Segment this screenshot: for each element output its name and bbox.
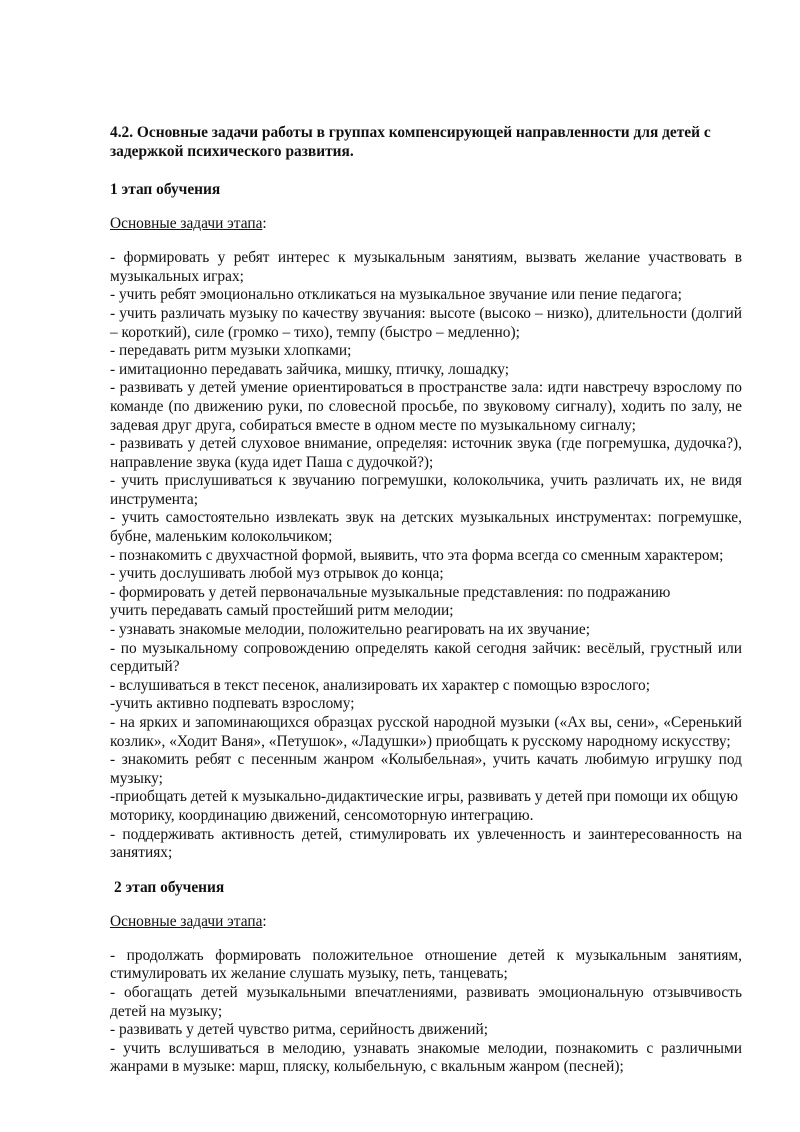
stage-1-item: - поддерживать активность детей, стимулировать их увлеченность и заинтересованность на занятиях; (110, 825, 742, 862)
stage-1-item: -учить активно подпевать взрослому; (110, 695, 355, 713)
document-page (110, 124, 742, 1077)
spacer (110, 161, 742, 181)
stage-1-title: 1 этап обучения (110, 181, 221, 199)
stage-1-item: - вслушиваться в текст песенок, анализировать их характер с помощью взрослого; (110, 676, 650, 694)
stage-2-subhead-line (110, 913, 742, 932)
stage-1-item: - учить самостоятельно извлекать звук на детских музыкальных инструментах: погремушке, бубне, маленьким колокольчиком; (110, 509, 742, 546)
stage-1-item: -приобщать детей к музыкально-дидактические игры, развивать у детей при помощи их общую моторику, координацию движений, сенсомоторную интеграцию. (110, 788, 738, 824)
stage-1-item: - учить ребят эмоционально откликаться на музыкальное звучание или пение педагога; (110, 286, 682, 304)
stage-2-item: - обогащать детей музыкальными впечатлениями, развивать эмоциональную отзывчивость детей на музыку; (110, 983, 742, 1020)
section-heading: 4.2. Основные задачи работы в группах компенсирующей направленности для детей с задержкой психического развития. (110, 124, 711, 160)
stage-1-item: - формировать у ребят интерес к музыкальным занятиям, вызвать желание участвовать в музыкальных играх; (110, 249, 742, 285)
stage-1-item: - на ярких и запоминающихся образцах русской народной музыки («Ах вы, сени», «Серенький козлик», «Ходит Ваня», «Петушок», «Ладушки») приобщать к русскому народному искусству; (110, 714, 742, 750)
stage-1-item: - учить различать музыку по качеству звучания: высоте (высоко – низко), длительности (долгий – короткий), силе (громко – тихо), темпу (быстро – медленно); (110, 304, 742, 341)
stage-1-item: - развивать у детей слуховое внимание, определяя: источник звука (где погремушка, дудочка?), направление звука (куда идет Паша с дудочкой?); (110, 435, 742, 471)
stage-1-item: - познакомить с двухчастной формой, выявить, что эта форма всегда со сменным характером; (110, 546, 724, 564)
stage-1-item: - развивать у детей умение ориентироваться в пространстве зала: идти навстречу взрослому по команде (по движению руки, по словесной просьбе, по звуковому сигналу), ходить по залу, не задевая друг друга, собираться вместе в одном месте по музыкальному сигналу; (110, 379, 742, 434)
stage-2-subhead-colon: : (262, 912, 267, 930)
stage-1-subhead: Основные задачи этапа (110, 215, 263, 233)
stage-1-subhead-colon: : (262, 215, 267, 233)
stage-1-item: - формировать у детей первоначальные музыкальные представления: по подражанию (110, 583, 671, 601)
stage-1-item: - учить дослушивать любой муз отрывок до конца; (110, 565, 444, 583)
stage-2-item: - продолжать формировать положительное отношение детей к музыкальным занятиям, стимулировать их желание слушать музыку, петь, танцевать; (110, 946, 742, 983)
stage-1-section (110, 181, 742, 863)
stage-1-item: - имитационно передавать зайчика, мишку, птичку, лошадку; (110, 360, 510, 378)
spacer (110, 863, 742, 879)
stage-2-subhead: Основные задачи этапа (110, 912, 263, 930)
stage-2-item: - развивать у детей чувство ритма, серийность движений; (110, 1021, 489, 1039)
stage-1-subhead-line (110, 215, 742, 234)
stage-1-item: - по музыкальному сопровождению определять какой сегодня зайчик: весёлый, грустный или сердитый? (110, 639, 742, 676)
stage-1-item: - учить прислушиваться к звучанию погремушки, колокольчика, учить различать их, не видя инструмента; (110, 472, 742, 508)
stage-2-title: 2 этап обучения (114, 878, 225, 896)
stage-1-item: - знакомить ребят с песенным жанром «Колыбельная», учить качать любимую игрушку под музыку; (110, 751, 742, 787)
stage-1-item: - передавать ритм музыки хлопками; (110, 342, 352, 360)
stage-1-item: - узнавать знакомые мелодии, положительно реагировать на их звучание; (110, 621, 590, 639)
stage-2-section (110, 879, 742, 1077)
stage-2-item: - учить вслушиваться в мелодию, узнавать знакомые мелодии, познакомить с различными жанрами в музыке: марш, пляску, колыбельную, с вкальным жанром (песней); (110, 1039, 742, 1076)
stage-1-item: учить передавать самый простейший ритм мелодии; (110, 602, 454, 620)
